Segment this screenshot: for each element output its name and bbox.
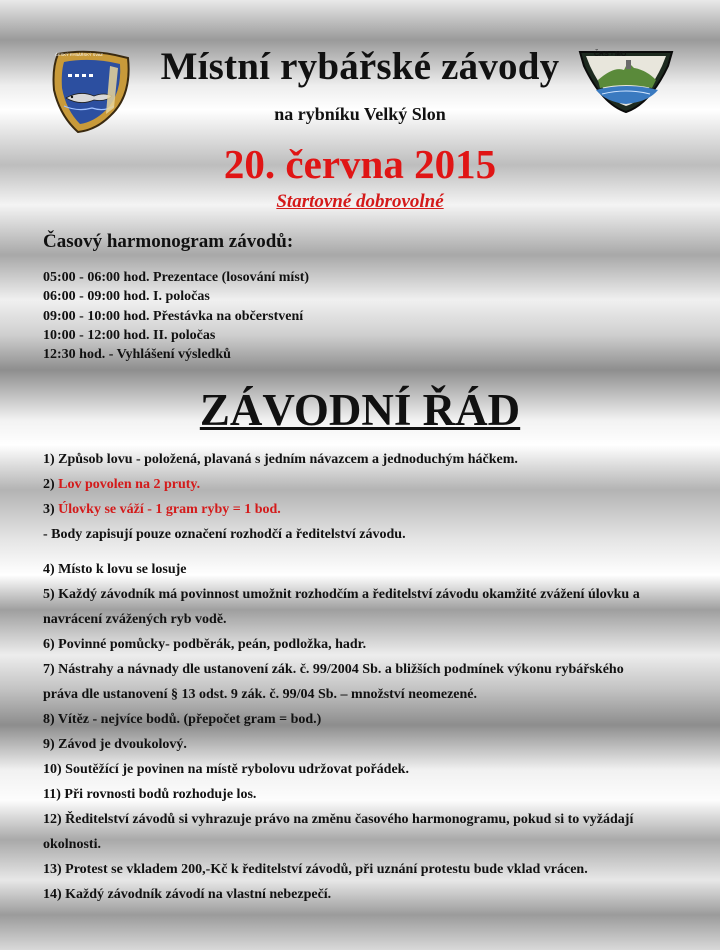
rule-item: 6) Povinné pomůcky- podběrák, peán, podložka, hadr. [43,637,367,652]
rule-item: práva dle ustanovení § 13 odst. 9 zák. č. 99/04 Sb. – množství neomezené. [43,687,477,702]
entry-fee-note: Startovné dobrovolné [276,191,444,212]
schedule-item: 10:00 - 12:00 hod. II. poločas [43,327,216,343]
schedule-list [43,268,309,364]
schedule-item: 05:00 - 06:00 hod. Prezentace (losování míst) [43,270,310,285]
rule-item: 10) Soutěžící je povinen na místě rybolovu udržovat pořádek. [43,762,409,777]
page-title: Místní rybářské závody [160,45,560,88]
rule-item: 14) Každý závodník závodí na vlastní nebezpečí. [43,887,332,902]
left-logo-text: ČESKÝ RYBÁŘSKÝ SVAZ [55,52,103,57]
rule-number: 3) [43,502,55,517]
rule-text-red: Lov povolen na 2 pruty. [58,477,201,492]
schedule-item: 12:30 hod. - Vyhlášení výsledků [43,347,231,363]
event-date: 20. června 2015 [223,141,497,187]
rule-item: 13) Protest se vkladem 200,-Kč k ředitelství závodů, při uznání protestu bude vklad vrácen. [43,862,588,877]
rule-item: okolnosti. [43,837,101,852]
rule-item: 9) Závod je dvoukolový. [43,737,187,752]
rule-item: 4) Místo k lovu se losuje [43,562,187,577]
schedule-item: 06:00 - 09:00 hod. I. poločas [43,289,210,305]
rules-list [43,447,683,907]
rule-item: 12) Ředitelství závodů si vyhrazuje právo na změnu časového harmonogramu, pokud si to vyžádají [43,812,634,827]
rules-heading: ZÁVODNÍ ŘÁD [199,385,521,435]
page-subtitle: na rybníku Velký Slon [274,104,446,124]
schedule-item: 09:00 - 10:00 hod. Přestávka na občerstvení [43,308,304,324]
rule-item [43,472,683,497]
rule-text-red: Úlovky se váží - 1 gram ryby = 1 bod. [58,502,281,517]
right-logo-text: ČRS - MO [594,51,627,58]
rule-item: navrácení zvážených ryb vodě. [43,612,227,627]
rule-item: 5) Každý závodník má povinnost umožnit rozhodčím a ředitelství závodu okamžité zvážení úlovku a [43,587,640,602]
rule-item: 7) Nástrahy a návnady dle ustanovení zák. č. 99/2004 Sb. a bližších podmínek výkonu rybářského [43,662,624,677]
rule-item [43,497,683,522]
rule-number: 2) [43,477,55,492]
rule-item: 8) Vítěz - nejvíce bodů. (přepočet gram = bod.) [43,712,322,727]
schedule-heading: Časový harmonogram závodů: [43,231,294,252]
rule-item: 1) Způsob lovu - položená, plavaná s jedním návazcem a jednoduchým háčkem. [43,452,518,467]
rule-item: 11) Při rovnosti bodů rozhoduje los. [43,787,257,802]
rule-item: - Body zapisují pouze označení rozhodčí a ředitelství závodu. [43,527,406,542]
